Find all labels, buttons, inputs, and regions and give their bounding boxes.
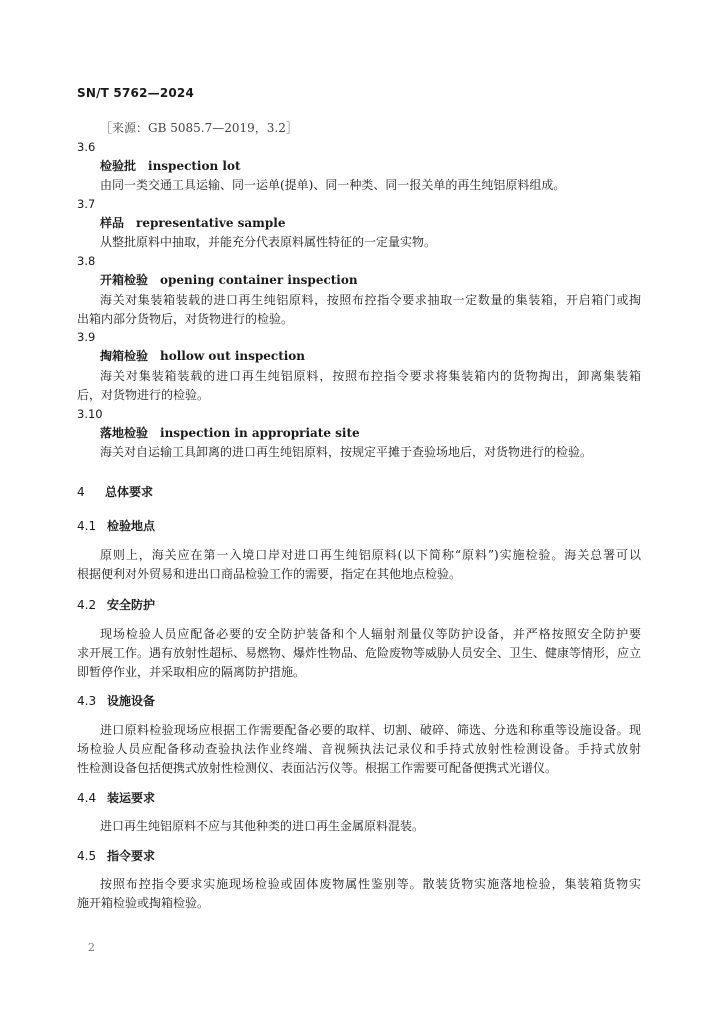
definition-line: 后，对货物进行的检验。 <box>77 388 210 402</box>
paragraph-line: 施开箱检验或掏箱检验。 <box>77 896 210 910</box>
paragraph-line: 进口再生纯铝原料不应与其他种类的进口再生金属原料混装。 <box>100 819 425 833</box>
term-heading <box>100 272 358 288</box>
term-heading <box>100 215 285 231</box>
paragraph-line: 场检验人员应配备移动查验执法作业终端、音视频执法记录仪和手持式放射性检测设备。手持式放射 <box>77 742 641 756</box>
paragraph-line: 根据便利对外贸易和进出口商品检验工作的需要，指定在其他地点检验。 <box>77 567 462 581</box>
paragraph-line: 原则上，海关应在第一入境口岸对进口再生纯铝原料(以下简称“原料”)实施检验。海关总署可以 <box>100 548 641 562</box>
definition-line: 海关对集装箱装载的进口再生纯铝原料，按照布控指令要求抽取一定数量的集装箱，开启箱门或掏 <box>100 293 641 307</box>
section-title: 安全防护 <box>107 598 156 612</box>
chapter-number: 4 <box>77 485 85 499</box>
term-en: inspection lot <box>148 159 241 173</box>
page-number: 2 <box>88 941 95 954</box>
clause-number: 3.6 <box>77 140 96 154</box>
definition-line: 从整批原料中抽取，并能充分代表原料属性特征的一定量实物。 <box>100 235 437 249</box>
term-zh: 检验批 <box>100 159 137 173</box>
section-title: 装运要求 <box>107 791 156 805</box>
term-en: inspection in appropriate site <box>160 426 360 440</box>
definition-line: 由同一类交通工具运输、同一运单(提单)、同一种类、同一报关单的再生纯铝原料组成。 <box>100 178 566 192</box>
section-number: 4.5 <box>77 849 97 863</box>
clause-number: 3.8 <box>77 254 96 268</box>
section-heading <box>77 790 155 806</box>
chapter-title: 总体要求 <box>105 485 154 499</box>
section-heading <box>77 693 155 709</box>
paragraph-line: 按照布控指令要求实施现场检验或固体废物属性鉴别等。散装货物实施落地检验，集装箱货物实 <box>100 877 641 891</box>
section-title: 指令要求 <box>107 849 156 863</box>
term-en: hollow out inspection <box>160 349 306 363</box>
definition-line: 海关对自运输工具卸离的进口再生纯铝原料，按规定平摊于查验场地后，对货物进行的检验。 <box>100 445 593 459</box>
definition-line: 海关对集装箱装载的进口再生纯铝原料，按照布控指令要求将集装箱内的货物掏出，卸离集装箱 <box>100 369 641 383</box>
term-zh: 掏箱检验 <box>100 349 149 363</box>
section-title: 设施设备 <box>107 694 156 708</box>
source-reference: ［来源：GB 5085.7—2019，3.2］ <box>100 121 298 135</box>
term-heading <box>100 348 305 364</box>
term-zh: 开箱检验 <box>100 273 149 287</box>
section-heading <box>77 518 155 534</box>
section-heading <box>77 597 155 613</box>
paragraph-line: 现场检验人员应配备必要的安全防护装备和个人辐射剂量仪等防护设备，并严格按照安全防护要 <box>100 627 641 641</box>
paragraph-line: 性检测设备包括便携式放射性检测仪、表面沾污仪等。根据工作需要可配备便携式光谱仪。 <box>77 761 558 775</box>
term-en: representative sample <box>136 216 286 230</box>
section-number: 4.2 <box>77 598 97 612</box>
section-number: 4.4 <box>77 791 97 805</box>
term-zh: 样品 <box>100 216 125 230</box>
term-heading <box>100 425 360 441</box>
section-title: 检验地点 <box>107 519 156 533</box>
paragraph-line: 即暂停作业，并采取相应的隔离防护措施。 <box>77 665 306 679</box>
chapter-heading <box>77 484 153 500</box>
section-number: 4.1 <box>77 519 97 533</box>
clause-number: 3.10 <box>77 407 103 421</box>
term-en: opening container inspection <box>160 273 358 287</box>
section-number: 4.3 <box>77 694 97 708</box>
clause-number: 3.9 <box>77 330 96 344</box>
clause-number: 3.7 <box>77 197 96 211</box>
paragraph-line: 求开展工作。遇有放射性超标、易燃物、爆炸性物品、危险废物等威胁人员安全、卫生、健康等情形，应立 <box>77 646 642 660</box>
section-heading <box>77 848 155 864</box>
definition-line: 出箱内部分货物后，对货物进行的检验。 <box>77 312 294 326</box>
term-heading <box>100 158 241 174</box>
standard-code: SN/T 5762—2024 <box>77 86 195 100</box>
term-zh: 落地检验 <box>100 426 149 440</box>
paragraph-line: 进口原料检验现场应根据工作需要配备必要的取样、切割、破碎、筛选、分选和称重等设施设备。现 <box>100 723 641 737</box>
